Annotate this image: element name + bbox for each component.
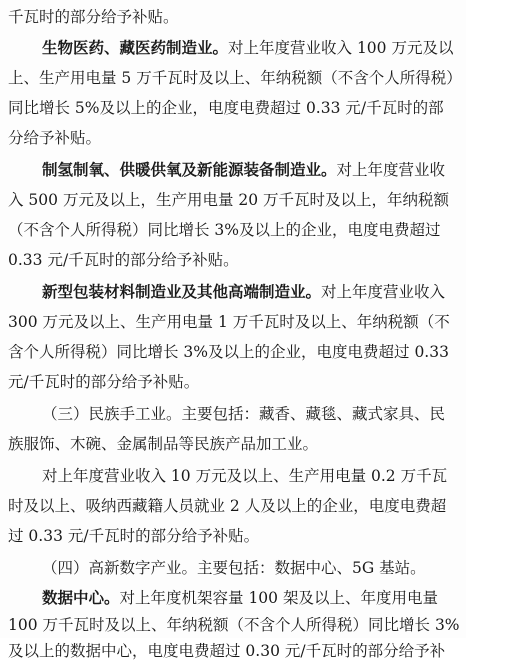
paragraph-text: 300 万元及以上、生产用电量 1 万千瓦时及以上、年纳税额（不	[8, 313, 450, 331]
paragraph-text: 0.33 元/千瓦时的部分给予补贴。	[8, 251, 239, 269]
section-heading-line	[42, 399, 508, 429]
section-heading: （四）高新数字产业。主要包括：数据中心、5G 基站。	[42, 559, 426, 577]
paragraph-text: 对上年度机架容量 100 架及以上、年度用电量	[119, 589, 438, 607]
section-heading-line	[42, 553, 508, 583]
paragraph-text: 入 500 万元及以上，生产用电量 20 万千瓦时及以上，年纳税额	[8, 191, 450, 209]
paragraph-text: （不含个人所得税）同比增长 3%及以上的企业，电度电费超过	[8, 221, 441, 239]
paragraph-text: 时及以上、吸纳西藏籍人员就业 2 人及以上的企业，电度电费超	[8, 497, 447, 515]
paragraph-text: 过 0.33 元/千瓦时的部分给予补贴。	[8, 527, 260, 545]
text-line	[8, 636, 474, 666]
text-line	[8, 2, 474, 32]
text-line	[42, 461, 508, 491]
text-line	[8, 429, 474, 459]
text-line	[42, 583, 508, 613]
paragraph-text: 分给予补贴。	[8, 129, 102, 147]
paragraph-text: 对上年度营业收	[336, 161, 446, 179]
text-line	[8, 245, 474, 275]
paragraph-text: 同比增长 5%及以上的企业，电度电费超过 0.33 元/千瓦时的部	[8, 99, 444, 117]
text-line	[42, 33, 508, 63]
paragraph-heading: 数据中心。	[42, 589, 120, 607]
section-heading: （三）民族手工业。主要包括：藏香、藏毯、藏式家具、民	[42, 405, 446, 423]
text-line	[8, 215, 474, 245]
paragraph-text: 对上年度营业收入 100 万元及以	[228, 39, 454, 57]
text-line	[42, 277, 508, 307]
text-line	[8, 63, 474, 93]
text-line	[8, 93, 474, 123]
paragraph-text: 元/千瓦时的部分给予补贴。	[8, 373, 200, 391]
paragraph-text: 含个人所得税）同比增长 3%及以上的企业，电度电费超过 0.33	[8, 343, 449, 361]
paragraph-text: 上、生产用电量 5 万千瓦时及以上、年纳税额（不含个人所得税）	[8, 69, 462, 87]
text-line	[8, 337, 474, 367]
paragraph-heading: 新型包装材料制造业及其他高端制造业。	[42, 283, 322, 301]
paragraph-text: 对上年度营业收入 10 万元及以上、生产用电量 0.2 万千瓦	[42, 467, 448, 485]
paragraph-text: 及以上的数据中心，电度电费超过 0.30 元/千瓦时的部分给予补	[8, 642, 446, 660]
paragraph-text: 对上年度营业收入	[321, 283, 446, 301]
text-line	[8, 521, 474, 551]
text-line	[8, 185, 474, 215]
paragraph-text: 族服饰、木碗、金属制品等民族产品加工业。	[8, 435, 319, 453]
text-line	[42, 155, 508, 185]
paragraph-text: 100 万千瓦时及以上、年纳税额（不含个人所得税）同比增长 3%	[8, 616, 460, 634]
text-line	[8, 367, 474, 397]
paragraph-heading: 制氢制氧、供暖供氧及新能源装备制造业。	[42, 161, 337, 179]
paragraph-text: 千瓦时的部分给予补贴。	[8, 8, 179, 26]
text-line	[8, 307, 474, 337]
text-line	[8, 491, 474, 521]
paragraph-heading: 生物医药、藏医药制造业。	[42, 39, 229, 57]
text-line	[8, 123, 474, 153]
